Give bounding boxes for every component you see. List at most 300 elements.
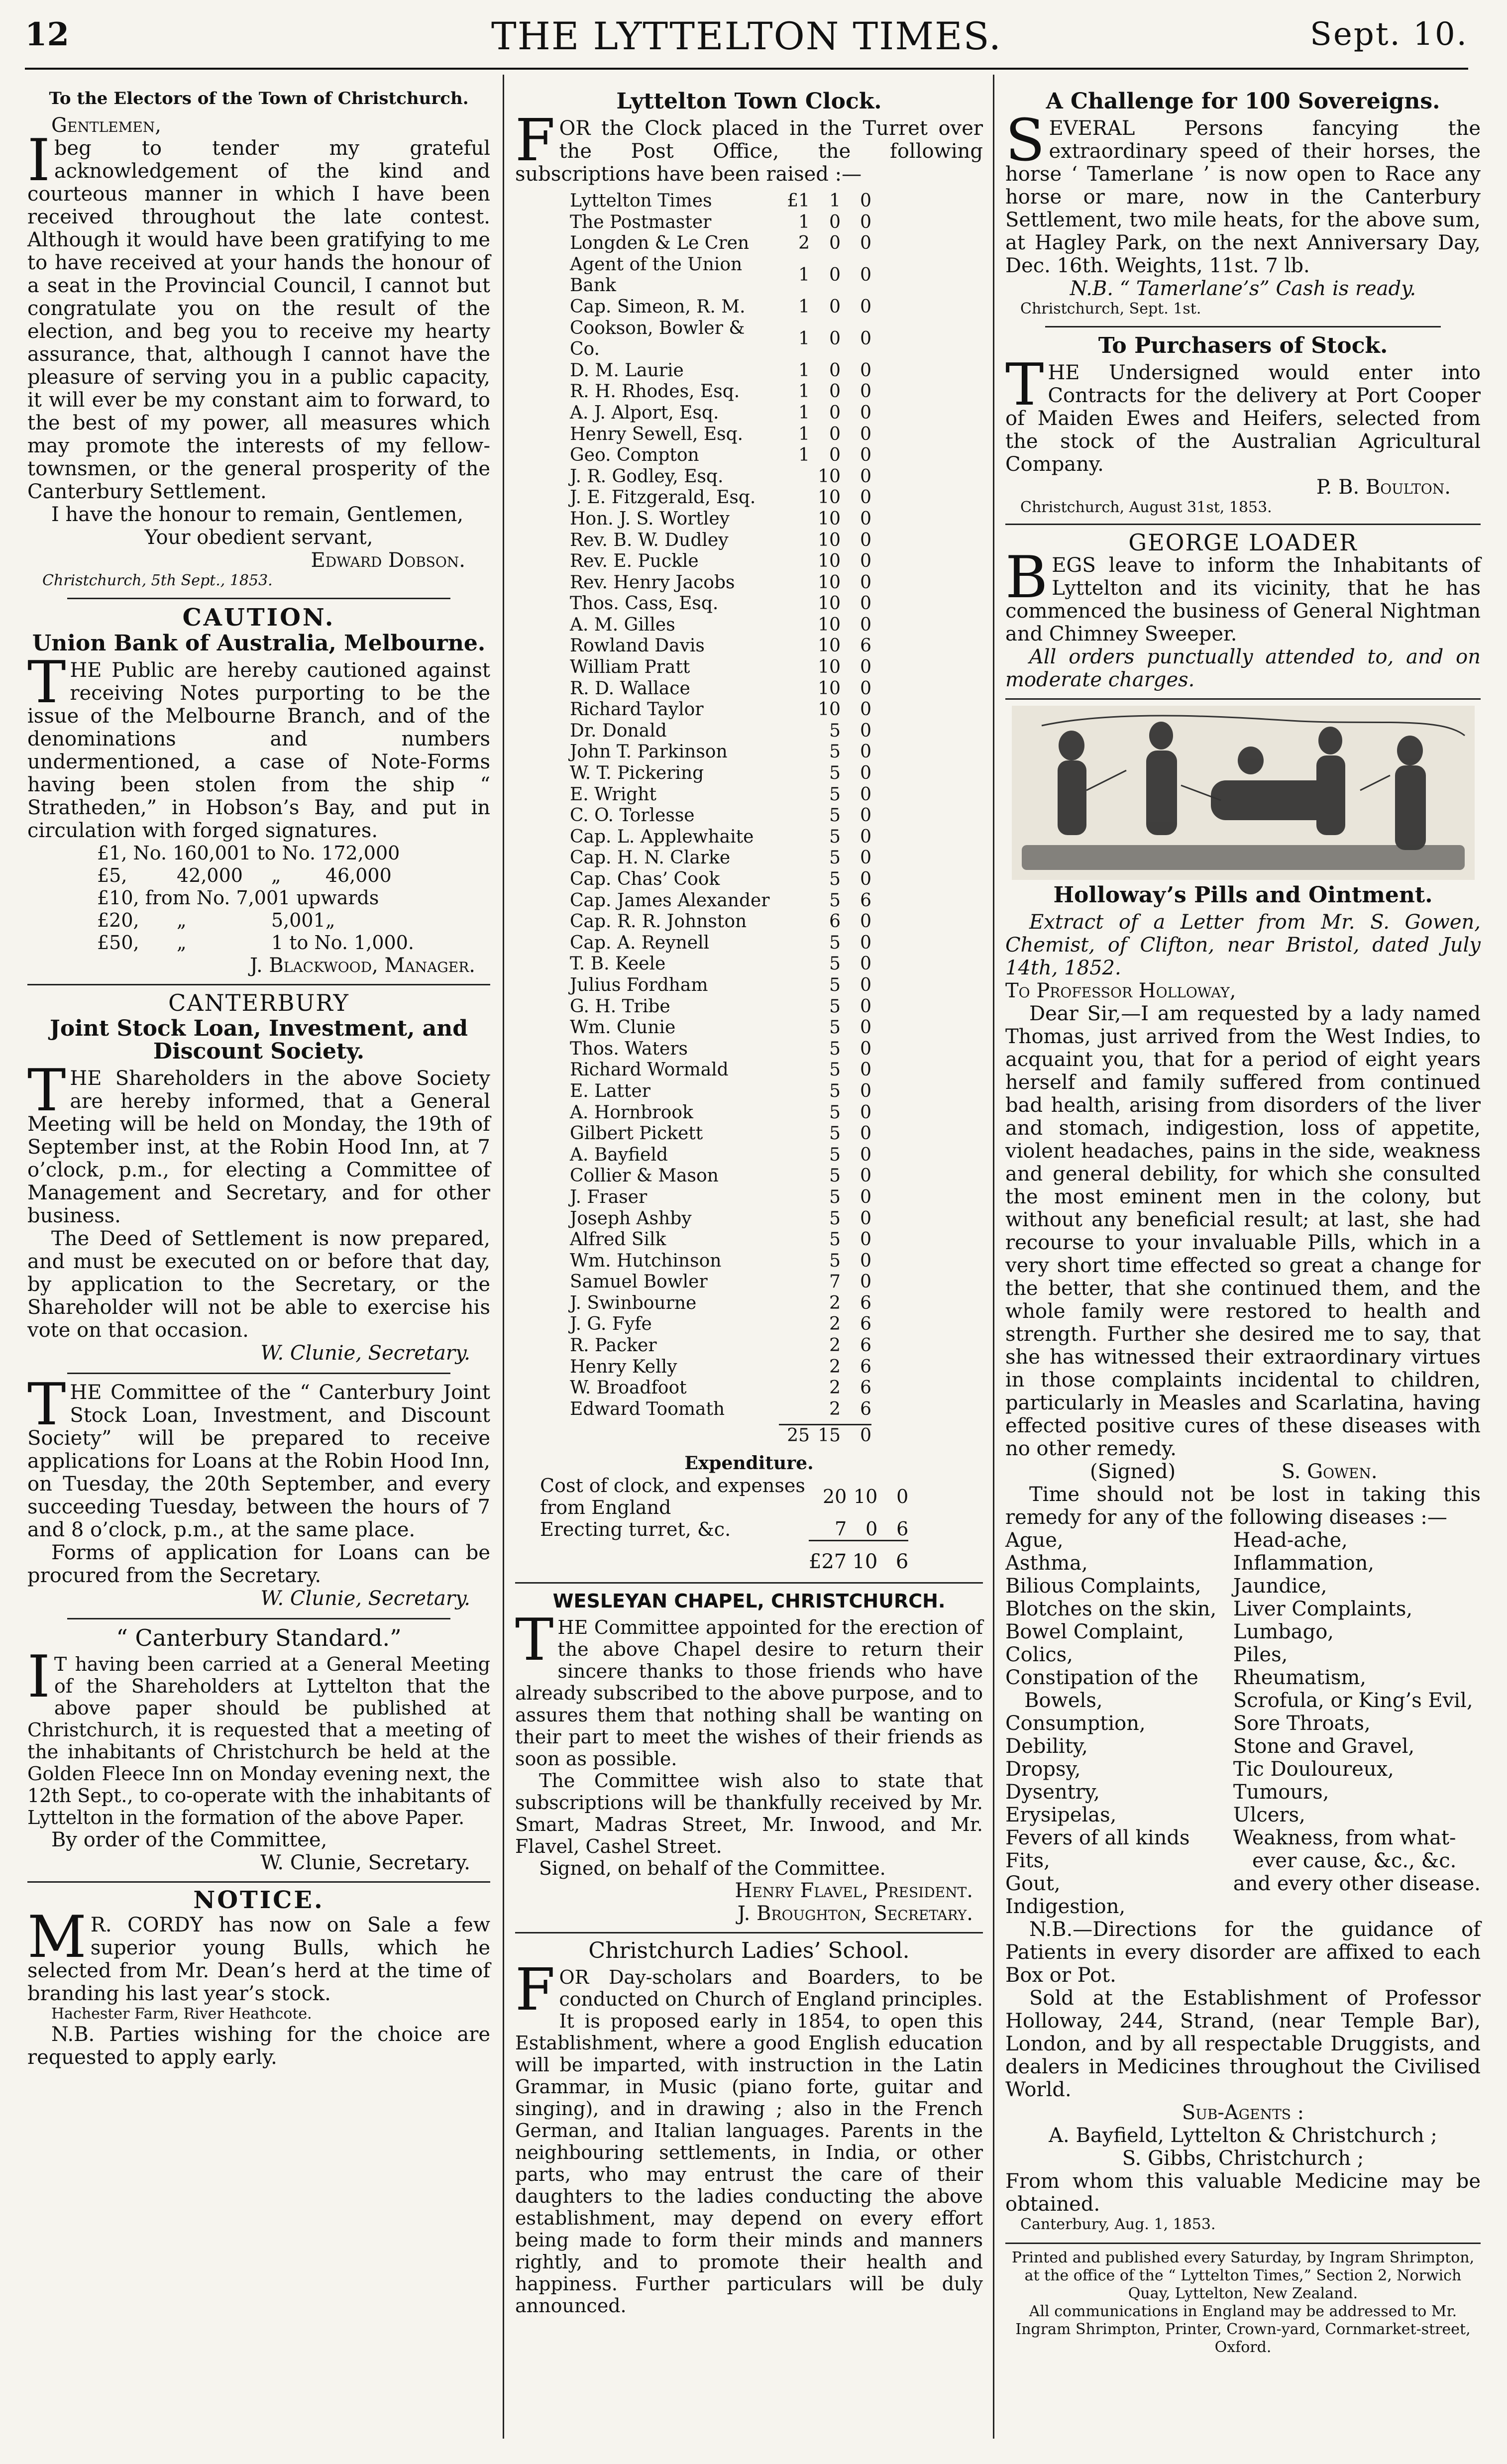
total-row: 25 15 0 [515,1425,871,1447]
canterbury-title: CANTERBURY [168,989,349,1016]
notice-advert [27,1886,490,2069]
standard-title: “ Canterbury Standard.” [116,1624,402,1651]
subscriber-amount: 5 [829,932,841,953]
subscriber-amount: 6 [860,1292,871,1313]
subscriber-amount: 2 [829,1398,841,1419]
subscriber-amount: 0 [860,466,871,487]
subscriber-name: Collier & Mason [570,1166,719,1186]
notice-place: Hachester Farm, River Heathcote. [51,2005,312,2023]
subscriber-amount: 1 [798,328,810,349]
ladies-body: FOR Day-scholars and Boarders, to be conducted on Church of England principles. It is proposed early in 1854, to open this Establishment, where a good English education will be imparted, with instruction in the Latin Grammar, in Music (piano forte, guitar and singing), and in drawing ; also in the French German, and Italian languages. Parents in the neighbouring settlements, in India, or other parts, who may entrust the care of their daughters to the ladies conducting the above establishment, may depend on every effort being made to form their minds and manners rightly, and to promote their health and happiness. Further particulars will be duly announced. [515,1956,983,2317]
disease-name: Bowel Complaint, [1005,1620,1184,1643]
disease-name: Blotches on the skin, [1005,1598,1217,1620]
note-row: £5, 42,000 „ 46,000 [97,864,392,886]
purchasers-dateline: Christchurch, August 31st, 1853. [1020,499,1272,516]
subscriber-row [515,403,871,424]
subscriber-row [515,572,871,594]
subscriber-row [515,1272,871,1293]
subscriber-amount: 1 [829,191,841,211]
loader-title: GEORGE LOADER [1128,529,1358,556]
subscriber-row [515,530,871,551]
divider [67,1618,450,1619]
subscriber-amount: 0 [860,1250,871,1271]
subscriber-amount: 2 [829,1378,841,1398]
subscriber-amount [779,1357,810,1378]
subscriber-amount: 5 [829,1186,841,1207]
subscriber-amount: 5 [829,805,841,826]
subscriber-row [515,297,871,318]
subscriber-amount: 10 [818,551,841,572]
subscriber-amount: 6 [860,1378,871,1398]
holloway-extract: Extract of a Letter from Mr. S. Gowen, Chemist, of Clifton, near Bristol, dated July 14th, 1852. [1005,911,1481,979]
disease-row [1005,1598,1481,1620]
standard-body: IT having been carried at a General Meeting of the Shareholders at Lyttelton that the above paper should be published at Christchurch, it is requested that a meeting of the inhabitants of Christchurch be held at the Golden Fleece Inn on Monday evening next, the 12th Sept., to co-operate with the inhabitants of Lyttelton in the formation of the above Paper. [27,1643,490,1828]
subscriber-row [515,1145,871,1166]
subscriber-row [515,1102,871,1124]
subscriber-row [515,445,871,466]
subscriber-amount: 6 [860,1314,871,1335]
disease-row [1005,1758,1481,1781]
subscriber-amount: 0 [860,508,871,529]
subscriber-amount: 0 [860,1166,871,1186]
subscriber-amount: 0 [860,328,871,349]
subscriber-row [515,1335,871,1357]
subscriber-amount: 5 [829,1038,841,1059]
subscriber-name: Thos. Waters [570,1038,688,1059]
subscriber-amount: 6 [860,636,871,656]
subscriber-amount [779,1039,810,1060]
subscriber-amount: 0 [829,381,841,402]
subscriber-amount: 0 [860,848,871,868]
subscriber-row [515,466,871,488]
subscriber-name: Julius Fordham [570,974,708,995]
disease-name: Asthma, [1005,1552,1088,1575]
disease-row [1005,1735,1481,1758]
loans-signature: W. Clunie, Secretary. [260,1587,470,1610]
subscriber-name: Rev. E. Puckle [570,551,699,572]
subscriber-amount: 0 [860,445,871,466]
subscriber-name: Cap. Chas’ Cook [570,869,720,889]
disease-list [1005,1529,1481,1918]
subscriber-amount: 5 [829,1250,841,1271]
clock-title: Lyttelton Town Clock. [616,89,882,114]
subscriber-row [515,424,871,445]
holloway-signer: S. Gowen. [1281,1460,1378,1483]
loader-advert [1005,531,1481,691]
subscriber-name: J. G. Fyfe [570,1314,652,1335]
subscriber-amount: 2 [829,1356,841,1377]
column-divider [503,75,504,2439]
note-row: £10, from No. 7,001 upwards [97,887,379,909]
subscriber-name: W. Broadfoot [570,1378,687,1398]
subscriber-amount: 5 [829,1144,841,1165]
subscriber-name: Dr. Donald [570,720,667,741]
disease-name: and every other disease. [1233,1872,1481,1895]
subscriber-row [515,742,871,763]
disease-row [1005,1781,1481,1804]
caution-subtitle: Union Bank of Australia, Melbourne. [32,631,486,656]
subscriber-name: Gilbert Pickett [570,1123,703,1144]
disease-row [1005,1689,1481,1712]
subscriber-name: A. Hornbrook [570,1102,693,1123]
subscriber-amount: 1 [798,296,810,317]
subscriber-amount: 10 [818,593,841,614]
subscriber-name: D. M. Laurie [570,360,684,381]
subscriber-amount: 0 [860,233,871,254]
holloway-from: From whom this valuable Medicine may be obtained. [1005,2170,1481,2216]
disease-row [1005,1826,1481,1849]
subscriber-row [515,636,871,657]
divider [67,1373,450,1374]
subagents-title: Sub-Agents : [1182,2101,1304,2124]
note-list [97,842,414,954]
disease-row [1005,1872,1481,1895]
subscriber-name: Wm. Hutchinson [570,1250,722,1271]
subscriber-amount [779,593,810,615]
subscriber-amount: 5 [829,742,841,762]
subscriber-row [515,593,871,615]
subscriber-amount: 0 [860,593,871,614]
subscriber-amount [779,551,810,572]
disease-row [1005,1895,1481,1918]
subscriber-row [515,1399,871,1420]
subscriber-row [515,911,871,933]
subscriber-amount [779,466,810,488]
subscriber-amount: 0 [860,805,871,826]
subscriber-row [515,784,871,806]
holloway-dateline: Canterbury, Aug. 1, 1853. [1020,2216,1216,2233]
subscriber-amount [779,572,810,594]
disease-name: Colics, [1005,1643,1073,1666]
subscriber-amount: 0 [860,265,871,286]
expense-row: Erecting turret, &c. 7 0 6 [540,1518,909,1541]
subscriber-row [515,1039,871,1060]
town-clock-advert [515,90,983,1572]
divider [515,1932,983,1933]
subscriber-name: Samuel Bowler [570,1272,708,1292]
subscriber-amount: 5 [829,763,841,784]
subscriber-amount: 0 [860,932,871,953]
subscriber-row [515,805,871,827]
subscriber-amount: 5 [829,996,841,1017]
subscriber-name: Henry Sewell, Esq. [570,424,744,444]
dobson-close-1: I have the honour to remain, Gentlemen, [51,503,464,526]
subscriber-amount: 1 [798,402,810,423]
subscriber-amount: 0 [829,402,841,423]
expense-row: Cost of clock, and expenses from England 20 10 0 [540,1475,909,1519]
canterbury-body-2: The Deed of Settlement is now prepared, and must be executed on or before that day, by application to the Secretary, or the Shareholder will not be able to exercise his vote on that occasion. [27,1227,490,1342]
disease-name: Fevers of all kinds [1005,1826,1190,1849]
subscriber-amount: 5 [829,1229,841,1250]
divider [27,984,490,985]
subscriber-amount [779,933,810,954]
subscriber-row [515,233,871,254]
column-2 [515,87,983,2317]
subscriber-row [515,381,871,403]
issue-date: Sept. 10. [1310,16,1468,53]
subscriber-amount: 0 [860,1272,871,1292]
subscriber-name: Rev. B. W. Dudley [570,530,729,550]
note-row: £20, „ 5,001 „ [97,909,335,931]
subscriber-amount [779,784,810,806]
imprint [1005,2243,1481,2357]
subscriber-amount: 0 [860,699,871,720]
subscriber-name: Cookson, Bowler & Co. [570,318,745,360]
subscriber-row [515,1017,871,1039]
page-number: 12 [25,16,70,53]
subscriber-name: Cap. Simeon, R. M. [570,296,746,317]
subscriber-name: A. M. Gilles [570,614,675,635]
subscriber-amount: 6 [860,890,871,911]
subscriber-name: Alfred Silk [570,1229,666,1250]
subscriber-amount: 0 [860,720,871,741]
subscriber-amount: £1 [787,191,810,211]
holloway-advert [1005,884,1481,2234]
subscriber-name: Hon. J. S. Wortley [570,508,730,529]
subscriber-amount: 6 [860,1335,871,1356]
subscriber-name: Geo. Compton [570,445,699,466]
subscriber-row [515,869,871,890]
subscriber-amount [779,1102,810,1124]
subscriber-amount: 0 [860,1229,871,1250]
subscriber-amount: 0 [860,657,871,678]
subscriber-name: A. J. Alport, Esq. [570,402,719,423]
subscriber-amount: 0 [829,212,841,232]
subscriber-row [515,678,871,700]
subscriber-amount: 0 [860,402,871,423]
disease-name: Piles, [1233,1643,1288,1666]
subscriber-name: Agent of the Union Bank [570,254,743,296]
wesleyan-title: WESLEYAN CHAPEL, CHRISTCHURCH. [552,1590,946,1612]
notice-body: MR. CORDY has now on Sale a few superior young Bulls, which he selected from Mr. Dean’s herd at the time of branding his last year’s stock. [27,1904,490,2005]
subscriber-amount: 1 [798,265,810,286]
subscriber-name: Rev. Henry Jacobs [570,572,735,593]
subscriber-amount: 2 [798,233,810,254]
loans-advert [27,1371,490,1610]
subscriber-amount: 1 [798,360,810,381]
subscriber-amount [779,1123,810,1145]
subscriber-amount: 0 [860,1144,871,1165]
purchasers-title: To Purchasers of Stock. [1098,333,1388,358]
disease-name: Tumours, [1233,1781,1329,1804]
subscriber-name: Cap. R. R. Johnston [570,911,747,932]
subscriber-amount [779,678,810,700]
subscriber-amount: 1 [798,381,810,402]
subscriber-amount: 0 [829,296,841,317]
subscriber-row [515,763,871,784]
disease-name: Constipation of the [1005,1666,1198,1689]
subscriber-amount: 0 [860,1123,871,1144]
subscriber-amount [779,699,810,721]
disease-name: Rheumatism, [1233,1666,1367,1689]
subscriber-row [515,1060,871,1081]
subscriber-amount [779,827,810,848]
disease-name: Gout, [1005,1872,1061,1895]
subscriber-amount: 5 [829,720,841,741]
subscriber-amount: 10 [818,487,841,508]
disease-row [1005,1666,1481,1689]
subscriber-amount: 10 [818,678,841,699]
subscriber-amount [779,975,810,996]
subscriber-row [515,1208,871,1230]
subscriber-amount: 0 [860,212,871,232]
caution-advert [27,606,490,977]
subscription-table [515,191,871,1420]
subscriber-amount: 0 [860,381,871,402]
disease-row [1005,1712,1481,1735]
subscriber-row [515,657,871,678]
subscriber-row [515,848,871,869]
subscriber-amount: 2 [829,1292,841,1313]
subscriber-amount [779,1378,810,1399]
canterbury-signature: W. Clunie, Secretary. [260,1342,470,1365]
holloway-signed-line [1005,1460,1481,1483]
dobson-salutation: Gentlemen, [51,114,161,137]
subscriber-amount [779,1145,810,1166]
challenge-dateline: Christchurch, Sept. 1st. [1020,300,1201,318]
subscriber-amount: 0 [860,826,871,847]
subscriber-amount: 0 [829,445,841,466]
subscriber-amount: 5 [829,1060,841,1080]
subscriber-amount: 0 [860,1038,871,1059]
subscriber-amount [779,1081,810,1102]
subscriber-amount: 1 [798,424,810,444]
subscriber-row [515,360,871,382]
disease-name: Liver Complaints, [1233,1598,1413,1620]
subscriber-row [515,254,871,297]
caution-title: CAUTION. [182,604,335,632]
disease-name: Tic Douloureux, [1233,1758,1394,1781]
subscriber-amount: 10 [818,508,841,529]
subscriber-name: J. R. Godley, Esq. [570,466,724,487]
disease-name: Fits, [1005,1849,1050,1872]
subscriber-row [515,318,871,360]
standard-order: By order of the Committee, [51,1828,327,1851]
subscriber-name: Longden & Le Cren [570,233,750,254]
caution-body: THE Public are hereby cautioned against receiving Notes purporting to be the issue of the Melbourne Branch, and of the denominations and numbers undermentioned, a case of Note-Forms having been stolen from the ship “ Stratheden,” in Hobson’s Bay, and put in circulation with forged signatures. [27,649,490,842]
subscriber-amount [779,1208,810,1230]
subscriber-name: T. B. Keele [570,954,666,974]
holloway-sold: Sold at the Establishment of Professor Holloway, 244, Strand, (near Temple Bar), London, and by all respectable Druggists, and dealers in Medicines throughout the Civilised World. [1005,1987,1481,2101]
subscriber-amount [779,954,810,975]
subscriber-amount: 5 [829,890,841,911]
disease-name: Stone and Gravel, [1233,1735,1415,1758]
subscriber-amount: 0 [860,742,871,762]
subscriber-amount: 5 [829,1166,841,1186]
subscriber-row [515,996,871,1018]
subscriber-name: J. E. Fitzgerald, Esq. [570,487,756,508]
subscriber-name: G. H. Tribe [570,996,670,1017]
column-1 [27,87,490,2069]
subscriber-amount: 2 [829,1335,841,1356]
disease-name: Bowels, [1005,1689,1103,1712]
subscriber-amount: 10 [818,657,841,678]
subscriber-amount [779,1399,810,1420]
subscriber-name: R. D. Wallace [570,678,690,699]
subscriber-row [515,615,871,636]
ladies-school-advert [515,1939,983,2317]
subagent-2: S. Gibbs, Christchurch ; [1122,2147,1364,2170]
subscriber-amount: 10 [818,530,841,550]
holloway-engraving [1012,706,1475,880]
disease-name: Ulcers, [1233,1804,1305,1826]
disease-row [1005,1575,1481,1598]
subscriber-row [515,890,871,912]
subscriber-row [515,487,871,509]
subscriber-amount: 5 [829,869,841,889]
disease-name: Head-ache, [1233,1529,1348,1552]
standard-signature: W. Clunie, Secretary. [260,1851,470,1874]
subscriber-amount [779,1229,810,1251]
subscriber-amount [779,805,810,827]
disease-name: Indigestion, [1005,1895,1126,1918]
standard-advert [27,1626,490,1874]
subscriber-amount [779,911,810,933]
disease-row [1005,1804,1481,1826]
subscriber-amount: 10 [818,466,841,487]
subscriber-amount [779,1166,810,1187]
subscriber-name: R. H. Rhodes, Esq. [570,381,740,402]
subscriber-amount: 5 [829,974,841,995]
subscriber-row [515,191,871,212]
subscriber-amount: 0 [860,191,871,211]
subscriber-amount: 0 [860,614,871,635]
canterbury-society-advert [27,991,490,1365]
subscriber-amount [779,487,810,509]
subscriber-amount: 0 [860,954,871,974]
subscriber-name: Joseph Ashby [570,1208,692,1229]
subscriber-amount: 5 [829,1080,841,1101]
subscriber-amount: 0 [860,1060,871,1080]
note-row: £1, No. 160,001 to No. 172,000 [97,842,400,864]
holloway-addressee: To Professor Holloway, [1005,979,1236,1002]
disease-row [1005,1529,1481,1552]
subscriber-row [515,1166,871,1187]
subscriber-row [515,1123,871,1145]
newspaper-title: THE LYTTELTON TIMES. [491,14,1002,58]
subscriber-name: Rowland Davis [570,636,705,656]
subscriber-amount: 0 [860,763,871,784]
subscriber-name: Thos. Cass, Esq. [570,593,719,614]
subscriber-amount: 0 [860,530,871,550]
subscriber-amount: 0 [860,360,871,381]
imprint-line-2: All communications in England may be addressed to Mr. Ingram Shrimpton, Printer, Crown-yard, Cornmarket-street, Oxford. [1015,2303,1471,2356]
caution-signature: J. Blackwood, Manager. [250,954,475,977]
expense-total-row: £27 10 6 [540,1540,908,1572]
subscriber-name: John T. Parkinson [570,742,728,762]
subscriber-amount: 5 [829,848,841,868]
holloway-title: Holloway’s Pills and Ointment. [1053,882,1433,908]
purchasers-body: THE Undersigned would enter into Contracts for the delivery at Port Cooper of Maiden Ewes and Heifers, selected from the stock of the Australian Agricultural Company. [1005,351,1481,476]
subscriber-row [515,509,871,530]
subscriber-amount [779,1017,810,1039]
subscriber-amount [779,1060,810,1081]
dobson-close-2: Your obedient servant, [144,526,373,549]
subscriber-row [515,1187,871,1208]
subscriber-row [515,1378,871,1399]
subscriber-row [515,551,871,572]
imprint-line-1: Printed and published every Saturday, by Ingram Shrimpton, at the office of the “ Lyttelton Times,” Section 2, Norwich Quay, Lyttelton, New Zealand. [1011,2249,1475,2302]
subscriber-amount: 10 [818,614,841,635]
disease-name: Lumbago, [1233,1620,1334,1643]
disease-name: Weakness, from what- [1233,1826,1456,1849]
subscriber-amount: 5 [829,1102,841,1123]
wesleyan-signature-2: J. Broughton, Secretary. [737,1902,973,1926]
subscriber-row [515,1293,871,1314]
subscriber-name: Wm. Clunie [570,1017,676,1038]
subscriber-name: J. Fraser [570,1186,647,1207]
wesleyan-signature-1: Henry Flavel, President. [735,1879,973,1903]
